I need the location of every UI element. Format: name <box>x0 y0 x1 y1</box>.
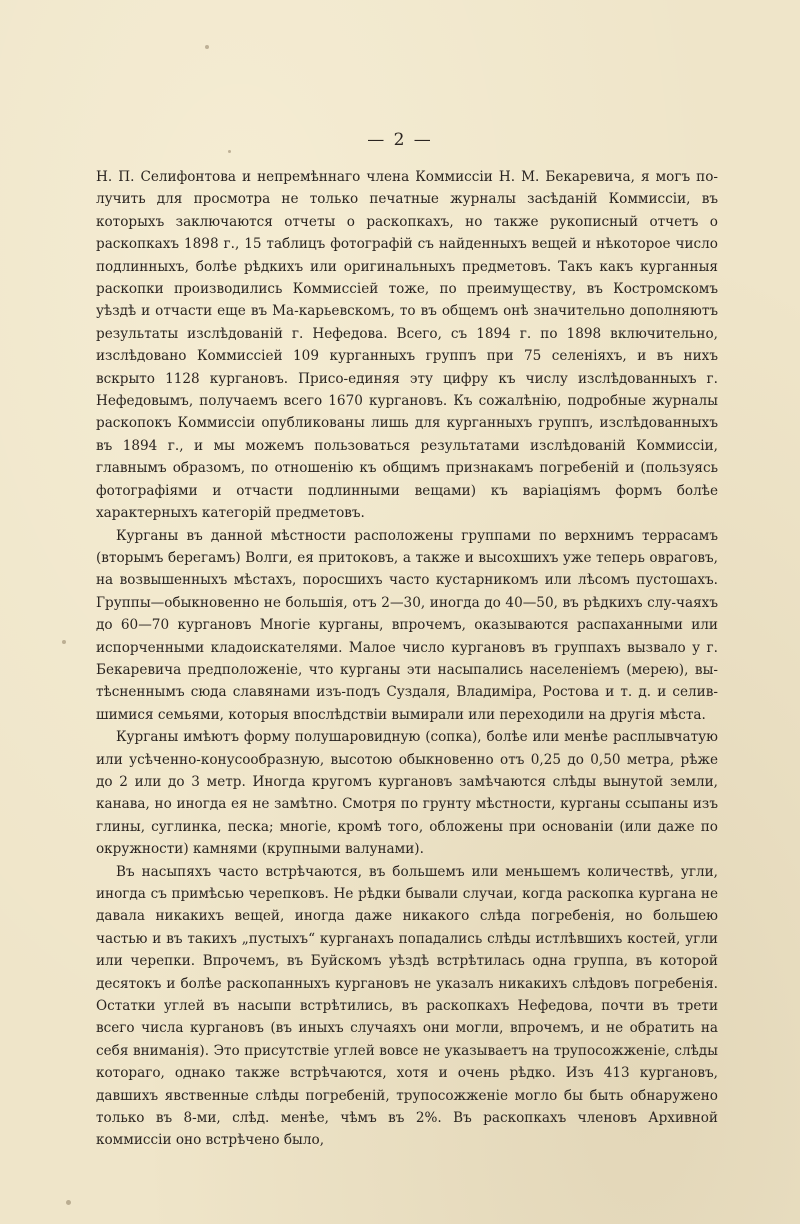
paper-stain <box>228 150 231 153</box>
paper-stain <box>66 1200 71 1205</box>
paper-stain <box>205 45 209 49</box>
paragraph: Н. П. Селифонтова и непремѣннаго члена Коммиссіи Н. М. Бекаревича, я могъ по-лучить для просмотра не только печатные журналы засѣданій Коммиссіи, въ которыхъ заключаются отчеты о раскопкахъ, но также рукописный отчетъ о раскопкахъ 1898 г., 15 таблицъ фотографій съ найденныхъ вещей и нѣкоторое число подлинныхъ, болѣе рѣдкихъ или оригинальныхъ предметовъ. Такъ какъ курганныя раскопки производились Коммиссіей тоже, по преимуществу, въ Костромскомъ уѣздѣ и отчасти еще въ Ма-карьевскомъ, то въ общемъ онѣ значительно дополняютъ результаты изслѣдованій г. Нефедова. Всего, съ 1894 г. по 1898 включительно, изслѣдовано Коммиссіей 109 курганныхъ группъ при 75 селеніяхъ, и въ нихъ вскрыто 1128 кургановъ. Присо-единяя эту цифру къ числу изслѣдованныхъ г. Нефедовымъ, получаемъ всего 1670 кургановъ. Къ сожалѣнію, подробные журналы раскопокъ Коммиссіи опубликованы лишь для курганныхъ группъ, изслѣдованныхъ въ 1894 г., и мы можемъ пользоваться результатами изслѣдованій Коммиссіи, главнымъ образомъ, по отношенію къ общимъ признакамъ погребеній и (пользуясь фотографіями и отчасти подлинными вещами) къ варіаціямъ формъ болѣе характерныхъ категорій предметовъ. <box>96 169 718 522</box>
body-text <box>96 166 718 1152</box>
paragraph: Въ насыпяхъ часто встрѣчаются, въ большемъ или меньшемъ количествѣ, угли, иногда съ примѣсью черепковъ. Не рѣдки бывали случаи, когда раскопка кургана не давала никакихъ вещей, иногда даже никакого слѣда погребенія, но большею частью и въ такихъ „пустыхъ“ курганахъ попадались слѣды истлѣвшихъ костей, угли или черепки. Впрочемъ, въ Буйскомъ уѣздѣ встрѣтилась одна группа, въ которой десятокъ и болѣе раскопанныхъ кургановъ не указалъ никакихъ слѣдовъ погребенія. Остатки углей въ насыпи встрѣтились, въ раскопкахъ Нефедова, почти въ трети всего числа кургановъ (въ иныхъ случаяхъ они могли, впрочемъ, и не обратить на себя вниманія). Это присутствіе углей вовсе не указываетъ на трупосожженіе, слѣды котораго, однако также встрѣчаются, хотя и очень рѣдко. Изъ 413 кургановъ, давшихъ явственные слѣды погребеній, трупосожженіе могло бы быть обнаружено только въ 8-ми, слѣд. менѣе, чѣмъ въ 2%. Въ раскопкахъ членовъ Архивной коммиссіи оно встрѣчено было, <box>96 863 718 1149</box>
paragraph: Курганы имѣютъ форму полушаровидную (сопка), болѣе или менѣе расплывчатую или усѣченно-конусообразную, высотою обыкновенно отъ 0,25 до 0,50 метра, рѣже до 2 или до 3 метр. Иногда кругомъ кургановъ замѣчаются слѣды вынутой земли, канава, но иногда ея не замѣтно. Смотря по грунту мѣстности, курганы ссыпаны изъ глины, суглинка, песка; многіе, кромѣ того, обложены при основаніи (или даже по окружности) камнями (крупными валунами). <box>96 729 718 858</box>
paper-stain <box>62 640 66 644</box>
page-number: — 2 — <box>367 130 433 150</box>
paragraph: Курганы въ данной мѣстности расположены группами по верхнимъ террасамъ (вторымъ берегамъ) Волги, ея притоковъ, а также и высохшихъ уже теперь овраговъ, на возвышенныхъ мѣстахъ, поросшихъ часто кустарникомъ или лѣсомъ пустошахъ. Группы—обыкновенно не большія, отъ 2—30, иногда до 40—50, въ рѣдкихъ слу-чаяхъ до 60—70 кургановъ Многіе курганы, впрочемъ, оказываются распаханными или испорченными кладоискателями. Малое число кургановъ въ группахъ вызвало у г. Бекаревича предположеніе, что курганы эти насыпались населеніемъ (мерею), вы-тѣсненнымъ сюда славянами изъ-подъ Суздаля, Владиміра, Ростова и т. д. и селив-шимися семьями, которыя впослѣдствіи вымирали или переходили на другія мѣста. <box>96 527 718 723</box>
